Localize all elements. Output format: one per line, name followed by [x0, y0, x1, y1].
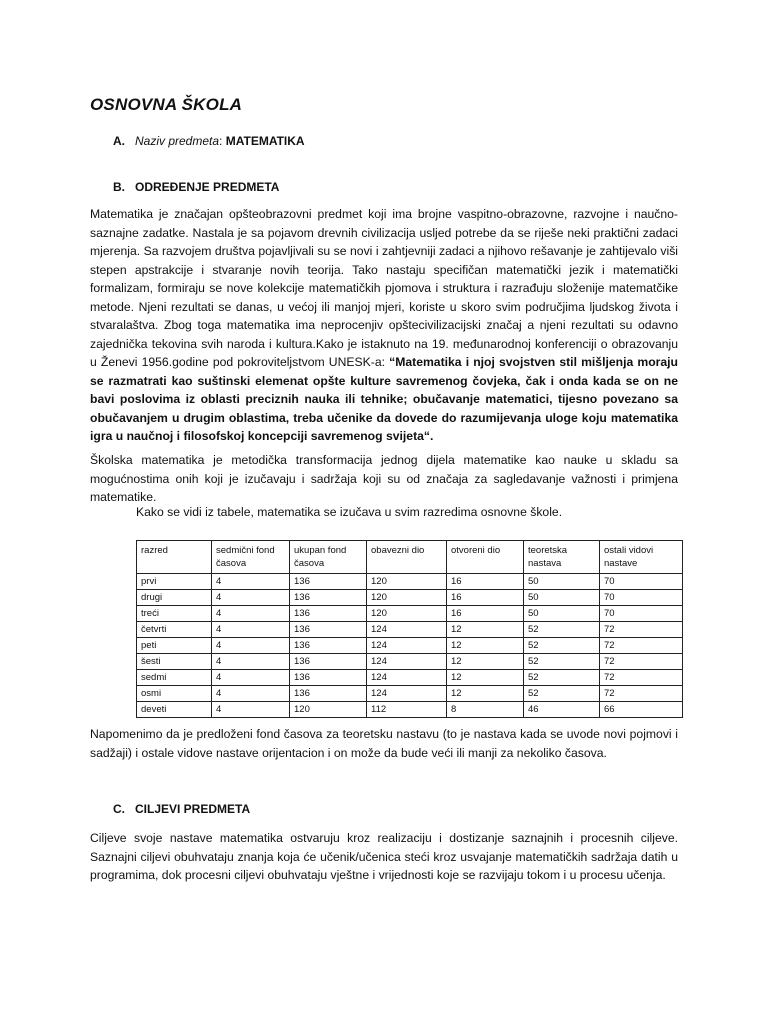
table-cell: sedmi: [137, 670, 212, 686]
table-cell: 52: [524, 654, 600, 670]
table-cell: 16: [447, 590, 524, 606]
table-cell: 70: [600, 606, 683, 622]
table-cell: 4: [212, 702, 290, 718]
table-row: [137, 606, 683, 622]
table-header-cell: obavezni dio: [367, 541, 447, 574]
table-row: [137, 638, 683, 654]
table-cell: 8: [447, 702, 524, 718]
table-cell: 136: [290, 590, 367, 606]
table-cell: 4: [212, 574, 290, 590]
table-cell: 4: [212, 606, 290, 622]
table-cell: 52: [524, 686, 600, 702]
table-row: [137, 670, 683, 686]
section-c-letter: C.: [113, 802, 125, 816]
table-cell: 4: [212, 590, 290, 606]
table-cell: 124: [367, 638, 447, 654]
table-cell: prvi: [137, 574, 212, 590]
table-cell: 16: [447, 574, 524, 590]
table-cell: 46: [524, 702, 600, 718]
table-cell: 124: [367, 654, 447, 670]
table-cell: 70: [600, 574, 683, 590]
table-cell: treći: [137, 606, 212, 622]
table-row: [137, 622, 683, 638]
table-cell: 124: [367, 670, 447, 686]
table-cell: 136: [290, 574, 367, 590]
table-cell: 52: [524, 670, 600, 686]
hours-table: [136, 540, 683, 718]
table-cell: 136: [290, 654, 367, 670]
table-cell: 136: [290, 622, 367, 638]
table-cell: 52: [524, 638, 600, 654]
table-cell: 124: [367, 686, 447, 702]
table-header-cell: teoretska nastava: [524, 541, 600, 574]
table-cell: 112: [367, 702, 447, 718]
table-cell: četvrti: [137, 622, 212, 638]
table-cell: 12: [447, 622, 524, 638]
table-row: [137, 654, 683, 670]
table-cell: deveti: [137, 702, 212, 718]
table-cell: 120: [367, 574, 447, 590]
section-b-heading: [113, 180, 279, 194]
table-row: [137, 702, 683, 718]
table-cell: 4: [212, 686, 290, 702]
table-cell: 4: [212, 670, 290, 686]
table-cell: 72: [600, 670, 683, 686]
table-cell: 52: [524, 622, 600, 638]
table-intro-text: Kako se vidi iz tabele, matematika se izučava u svim razredima osnovne škole.: [136, 505, 563, 519]
table-cell: 50: [524, 606, 600, 622]
table-cell: drugi: [137, 590, 212, 606]
table-cell: 136: [290, 670, 367, 686]
table-cell: 50: [524, 590, 600, 606]
section-a: [113, 134, 305, 148]
subject-name-label: Naziv predmeta: [135, 134, 220, 148]
section-b-title: ODREĐENJE PREDMETA: [135, 180, 280, 194]
table-cell: 4: [212, 654, 290, 670]
school-math-paragraph: Školska matematika je metodička transformacija jednog dijela matematike kao nauke u skladu sa mogućnostima onih koji je izučavaju i sadržaja koji su od značaja za sagledavanje važnosti i primjena matematike.: [90, 453, 678, 504]
table-cell: 16: [447, 606, 524, 622]
table-cell: 72: [600, 638, 683, 654]
note-paragraph: Napomenimo da je predloženi fond časova za teoretsku nastavu (to je nastava kada se uvode novi pojmovi i sadžaji) i ostale vidove nastave orijentacion i on može da bude veći ili manji za nekoliko časova.: [90, 727, 678, 760]
table-row: [137, 574, 683, 590]
table-header-cell: razred: [137, 541, 212, 574]
table-header-cell: ukupan fond časova: [290, 541, 367, 574]
table-cell: 50: [524, 574, 600, 590]
table-header-cell: ostali vidovi nastave: [600, 541, 683, 574]
document-title: OSNOVNA ŠKOLA: [90, 95, 243, 114]
table-cell: 12: [447, 638, 524, 654]
section-b-letter: B.: [113, 180, 125, 194]
unesco-quote: “Matematika i njoj svojstven stil mišljenja moraju se razmatrati kao suštinski elemenat opšte kulture savremenog čovjeka, čak i onda kada se on ne bavi poslovima iz oblasti preciznih nauka ili tehnike; obučavanje matematici, tijesno povezano sa obučavanjem u drugim oblastima, treba učenike da dovede do razumijevanja uloge koju matematika igra u naučnoj i filosofskoj koncepciji savremenog svijeta“.: [90, 355, 678, 443]
definition-text: Matematika je značajan opšteobrazovni predmet koji ima brojne vaspitno-obrazovne, razvojne i naučno-saznajne zadatke. Nastala je sa pojavom drevnih civilizacija usljed potrebe da se riješe neki praktični zadaci mjerenja. Sa razvojem društva pojavljivali su se novi i zahtjevniji zadaci a njihovo rešavanje je zahtijevalo viši stepen apstrakcije i stvaranje novih teorija. Tako nastaju specifičan matematički jezik i matematički formalizam, formiraju se nove kolekcije matematičkih pjomova i struktura i razrađuju složenije matematčike metode. Njeni rezultati se danas, u većoj ili manjoj mjeri, koriste u skoro svim područjima ljudskog života i stvaralaštva. Zbog toga matematika ima neprocenjiv opštecivilizacijski značaj a njeni rezultati su odavno zajednička tekovina svih naroda i kultura.Kako je istaknuto na 19. međunarodnoj konferenciji o obrazovanju u Ženevi 1956.godine pod pokroviteljstvom UNESK-a:: [90, 207, 678, 369]
table-cell: peti: [137, 638, 212, 654]
table-cell: 72: [600, 622, 683, 638]
section-a-letter: A.: [113, 134, 125, 148]
table-cell: osmi: [137, 686, 212, 702]
table-cell: 70: [600, 590, 683, 606]
table-row: [137, 686, 683, 702]
subject-name-separator: :: [219, 134, 226, 148]
table-cell: 120: [367, 590, 447, 606]
section-c-title: CILJEVI PREDMETA: [135, 802, 251, 816]
table-header-row: [137, 541, 683, 574]
table-cell: 66: [600, 702, 683, 718]
table-cell: 12: [447, 670, 524, 686]
table-cell: 4: [212, 638, 290, 654]
table-cell: 72: [600, 654, 683, 670]
table-body: [137, 574, 683, 718]
table-cell: 124: [367, 622, 447, 638]
table-cell: 12: [447, 686, 524, 702]
table-cell: 120: [290, 702, 367, 718]
subject-name-value: MATEMATIKA: [225, 134, 305, 148]
section-c-heading: [113, 802, 250, 816]
table-cell: 72: [600, 686, 683, 702]
table-cell: 136: [290, 638, 367, 654]
table-row: [137, 590, 683, 606]
table-cell: 136: [290, 686, 367, 702]
table-header-cell: sedmični fond časova: [212, 541, 290, 574]
table-cell: 4: [212, 622, 290, 638]
table-cell: 120: [367, 606, 447, 622]
table-cell: 12: [447, 654, 524, 670]
subject-definition-paragraph: [90, 205, 678, 446]
table-cell: šesti: [137, 654, 212, 670]
goals-paragraph: Ciljeve svoje nastave matematika ostvaruju kroz realizaciju i dostizanje saznajnih i procesnih ciljeve. Saznajni ciljevi obuhvataju znanja koja će učenik/učenica steći kroz usvajanje matematičkih sadržaja datih u programima, dok procesni ciljevi obuhvataju vještne i vrijednosti koje se razvijaju tokom i u procesu učenja.: [90, 831, 678, 882]
table-cell: 136: [290, 606, 367, 622]
table-header-cell: otvoreni dio: [447, 541, 524, 574]
